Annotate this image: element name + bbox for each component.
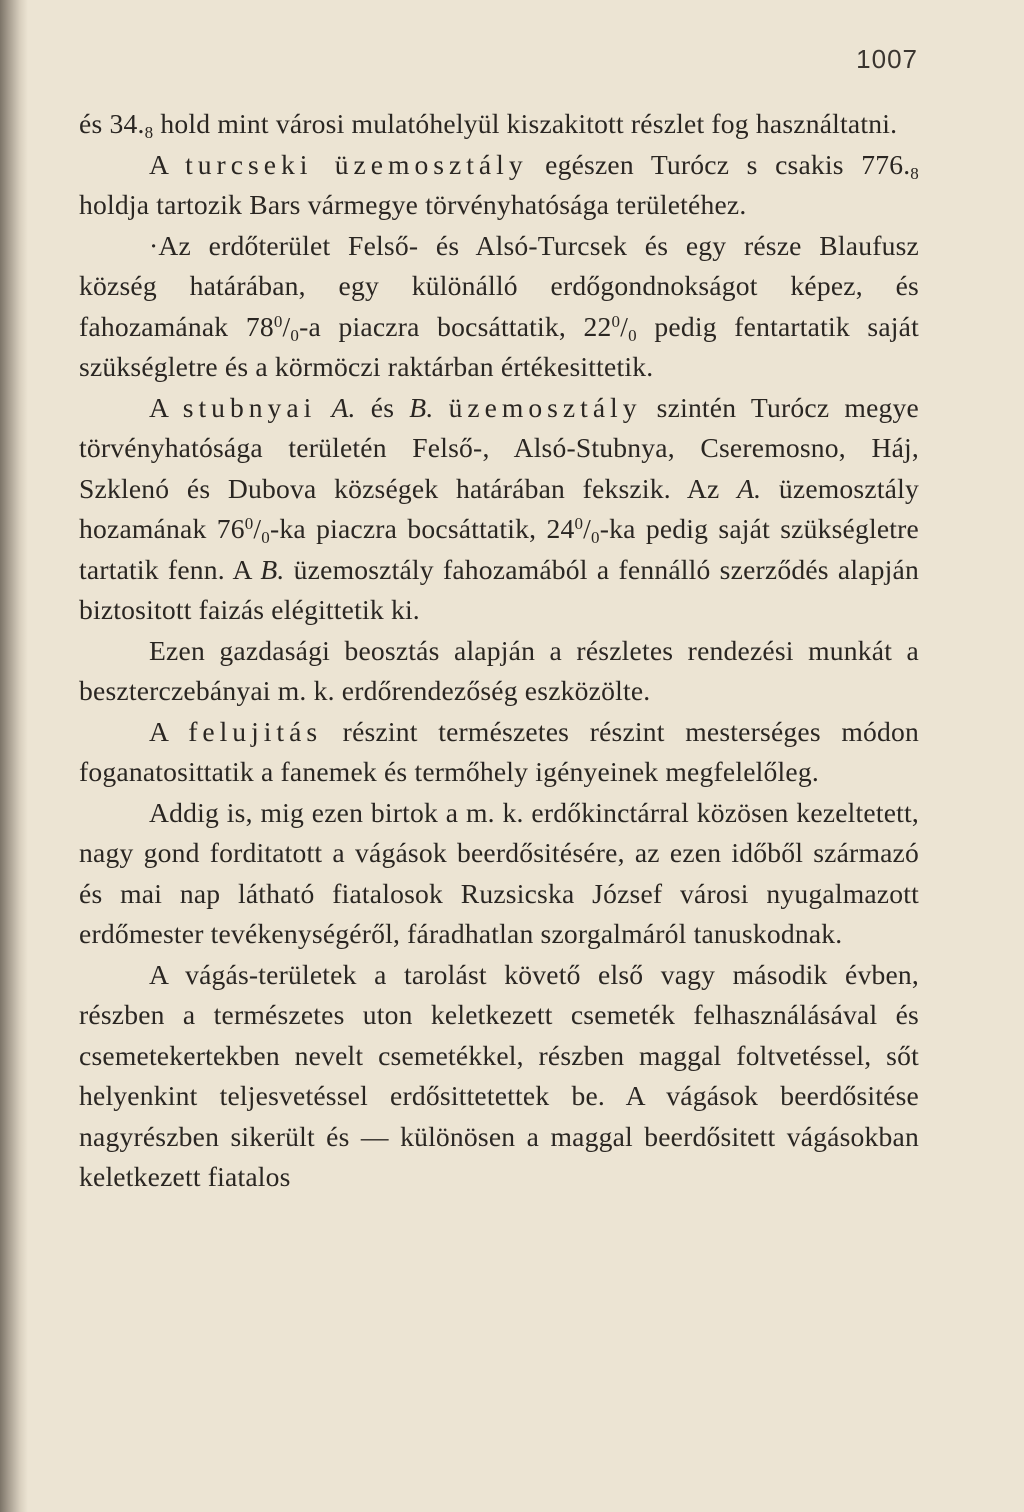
paragraph bbox=[79, 955, 919, 1198]
paragraph bbox=[79, 145, 919, 226]
text-run: üzemosztály hozamának 76 bbox=[79, 472, 919, 544]
subscript: 0 bbox=[261, 528, 270, 547]
superscript: 0 bbox=[244, 514, 254, 533]
italic-text: B. bbox=[409, 391, 434, 423]
text-run: Addig is, mig ezen birtok a m. k. erdőkinctárral közösen kezeltetett, nagy gond forditatott a vágások beerdősitésére, az ezen időből származó és mai nap látható fiatalosok Ruzsicska József városi nyugalmazott erdőmester tevékenységéről, fáradhatlan szorgalmáról tanuskodnak. bbox=[79, 796, 919, 949]
subscript: 0 bbox=[591, 528, 600, 547]
text-run: ·Az erdőterület Felső- és Alsó-Turcsek és egy része Blaufusz község határában, egy különálló erdőgondnokságot képez, és fahozamának 78 bbox=[79, 229, 919, 342]
subscript: 8 bbox=[910, 163, 919, 183]
italic-text: B. bbox=[260, 553, 285, 585]
text-run: részint természetes részint mesterséges módon foganatosittatik a fanemek és termőhely igényeinek megfelelőleg. bbox=[79, 715, 920, 787]
text-run: -ka piaczra bocsáttatik, 24 bbox=[269, 513, 575, 544]
text-run: üzemosztály fahozamából a fennálló szerződés alapján biztositott faizás elégittetik ki. bbox=[79, 553, 919, 625]
text-run: / bbox=[583, 513, 592, 544]
text-run: Ezen gazdasági beosztás alapján a részletes rendezési munkát a beszterczebányai m. k. erdőrendezőség eszközölte. bbox=[79, 634, 919, 706]
text-run bbox=[433, 392, 448, 423]
superscript: 0 bbox=[611, 311, 621, 331]
text-run: A vágás-területek a tarolást követő első vagy második évben, részben a természetes uton keletkezett csemeték felhasználásával és csemetekertekben nevelt csemetékkel, részben maggal foltvetéssel, sőt helyenkint teljesvetéssel erdősittetettek be. A vágások beerdősitése nagyrészben sikerült és — különösen a maggal beerdősitett vágásokban keletkezett fiatalos bbox=[79, 958, 919, 1192]
body-text bbox=[79, 104, 919, 1198]
subscript: 0 bbox=[628, 325, 637, 345]
spaced-text: stubnyai bbox=[182, 391, 317, 423]
paragraph bbox=[79, 388, 919, 631]
italic-text: A. bbox=[331, 391, 356, 423]
superscript: 0 bbox=[574, 514, 584, 533]
spaced-text: üzemosztály bbox=[448, 391, 642, 423]
book-spine-shadow bbox=[0, 0, 20, 1512]
book-gutter bbox=[20, 0, 28, 1512]
spaced-text: felujitás bbox=[188, 715, 323, 747]
text-run: -a piaczra bocsáttatik, 22 bbox=[299, 310, 612, 342]
text-run: / bbox=[253, 513, 262, 544]
superscript: 0 bbox=[273, 311, 283, 331]
text-run: egészen Turócz s csakis 776. bbox=[527, 148, 911, 180]
text-run bbox=[316, 392, 331, 423]
text-run: hold mint városi mulatóhelyül kiszakitott részlet fog használtatni. bbox=[153, 108, 898, 139]
text-run: szintén Turócz megye törvényhatósága területén Felső-, Alsó-Stubnya, Cseremosno, Háj, Szklenó és Dubova községek határában fekszik. Az bbox=[79, 391, 919, 504]
text-run: A bbox=[149, 715, 189, 747]
paragraph bbox=[79, 631, 919, 712]
subscript: 0 bbox=[290, 325, 300, 345]
paragraph bbox=[79, 104, 919, 145]
italic-text: A. bbox=[737, 472, 762, 504]
text-run: pedig fentartatik saját szükségletre és a körmöczi raktárban értékesittetik. bbox=[79, 310, 919, 382]
paragraph bbox=[79, 793, 919, 955]
text-run: / bbox=[620, 310, 629, 342]
page-number: 1007 bbox=[856, 44, 918, 74]
paragraph bbox=[79, 712, 919, 793]
text-run: -ka pedig saját szükségletre tartatik fenn. A bbox=[79, 513, 920, 585]
subscript: 8 bbox=[144, 123, 154, 142]
text-run: A bbox=[149, 148, 186, 180]
text-run: és bbox=[355, 391, 410, 423]
text-run: A bbox=[149, 391, 183, 423]
spaced-text: turcseki üzemosztály bbox=[185, 148, 528, 180]
text-run: / bbox=[282, 310, 291, 342]
text-run: holdja tartozik Bars vármegye törvényhatósága területéhez. bbox=[79, 189, 747, 220]
text-run: és 34. bbox=[79, 108, 145, 139]
paragraph bbox=[79, 226, 919, 388]
